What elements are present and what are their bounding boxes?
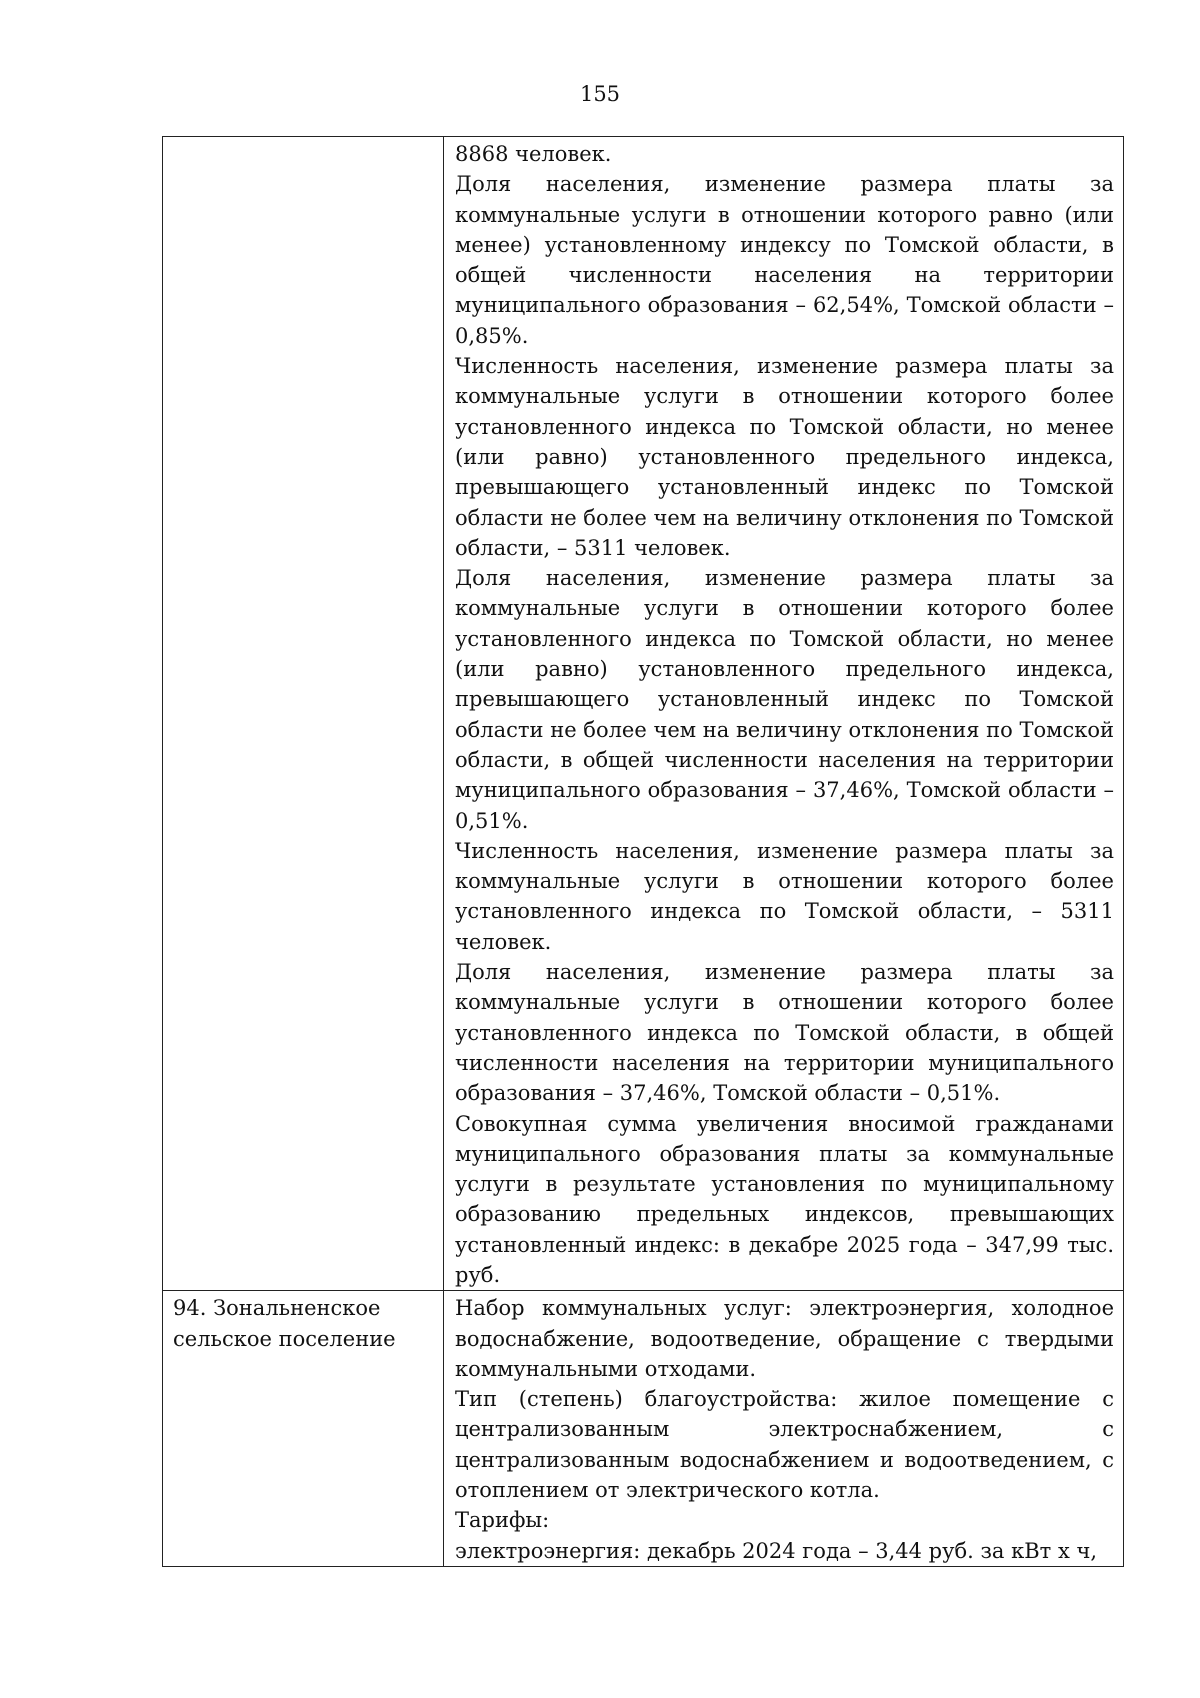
table-row xyxy=(163,1291,1124,1567)
description-paragraph: Тарифы: xyxy=(455,1508,550,1533)
description-paragraph: Доля населения, изменение размера платы за коммунальные услуги в отношении которого равно (или менее) установленному индексу по Томской области, в общей численности населения на территории муниципального образования – 62,54%, Томской области – 0,85%. xyxy=(455,172,1114,348)
description-paragraph: Совокупная сумма увеличения вносимой гражданами муниципального образования платы за коммунальные услуги в результате установления по муниципальному образованию предельных индексов, превышающих установленный индекс: в декабре 2025 года – 347,99 тыс. руб. xyxy=(455,1111,1114,1287)
municipal-utility-table xyxy=(162,136,1124,1567)
description-paragraph: электроэнергия: декабрь 2024 года – 3,44 руб. за кВт х ч, xyxy=(455,1538,1098,1563)
description-paragraph: Тип (степень) благоустройства: жилое помещение с централизованным электроснабжением, с централизованным водоснабжением и водоотведением, с отоплением от электрического котла. xyxy=(455,1387,1114,1503)
description-paragraph: Численность населения, изменение размера платы за коммунальные услуги в отношении которого более установленного индекса по Томской области, – 5311 человек. xyxy=(455,838,1114,954)
description-paragraph: 8868 человек. xyxy=(455,142,612,166)
description-paragraph: Численность населения, изменение размера платы за коммунальные услуги в отношении которого более установленного индекса по Томской области, но менее (или равно) установленного предельного индекса, превышающего установленный индекс по Томской области не более чем на величину отклонения по Томской области, – 5311 человек. xyxy=(455,354,1114,560)
page-number: 155 xyxy=(579,82,621,106)
municipality-cell xyxy=(163,1291,444,1567)
table-row xyxy=(163,137,1124,1291)
description-paragraph: Набор коммунальных услуг: электроэнергия, холодное водоснабжение, водоотведение, обращение с твердыми коммунальными отходами. xyxy=(455,1296,1114,1381)
municipality-name: 94. Зональненское сельское поселение xyxy=(173,1296,396,1351)
description-cell xyxy=(444,137,1124,1291)
description-cell xyxy=(444,1291,1124,1567)
description-paragraph: Доля населения, изменение размера платы за коммунальные услуги в отношении которого более установленного индекса по Томской области, в общей численности населения на территории муниципального образования – 37,46%, Томской области – 0,51%. xyxy=(455,960,1114,1106)
description-paragraph: Доля населения, изменение размера платы за коммунальные услуги в отношении которого более установленного индекса по Томской области, но менее (или равно) установленного предельного индекса, превышающего установленный индекс по Томской области не более чем на величину отклонения по Томской области, в общей численности населения на территории муниципального образования – 37,46%, Томской области – 0,51%. xyxy=(455,566,1114,833)
municipality-cell xyxy=(163,137,444,1291)
